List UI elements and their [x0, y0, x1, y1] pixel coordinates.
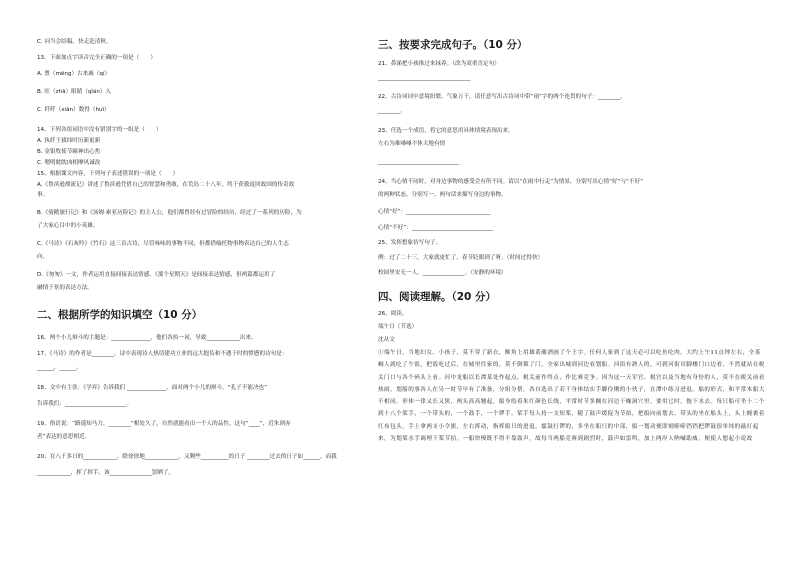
question-line: 告诉我们：______________________。: [37, 401, 133, 407]
question-line: 者”表达的意思相近。: [37, 434, 91, 440]
question-line: 19、俗语说：“路遥知马力，________”相处久了，自然就能看出一个人的品性。这句“____”，近朱则赤: [37, 421, 291, 427]
left-question-list: [37, 38, 367, 292]
question-line: 13、下面加点字读音完全正确的一项是（ ）: [37, 55, 156, 61]
question-line: _________________________________: [378, 75, 471, 81]
question-line: 事。: [37, 192, 49, 198]
left-column: [37, 38, 367, 477]
passage-author: 沈从文: [378, 337, 395, 343]
question-line: 17、《马诗》的作者是________，诗中表现诗人热切建功立业的远大抱负和不遇于时的愤懑的诗句是：: [37, 351, 288, 357]
question-line: 25、发挥想象仿写句子。: [378, 240, 442, 246]
question-line: D.《匆匆》一文，作者运用直接间接表达情感，《那个星期天》是间接表达情感，但两篇都运用了: [37, 272, 276, 278]
question-26: 26、阅读。: [378, 311, 408, 317]
question-line: 15、根据课文内容，下列句子表述错误的一项是（ ）: [37, 171, 179, 177]
question-line: _____________________________: [378, 159, 460, 165]
question-line: A. 票（mēng）古来戚（qí）: [37, 71, 111, 77]
question-line: 融情于景的表达方法。: [37, 285, 93, 291]
question-line: ____________，挥了挥手，该_______________罢晒了。: [37, 470, 175, 476]
question-line: C. 嗯明眈眈凶相摩风诚改: [37, 160, 101, 166]
question-line: B.《骑鹅旅行记》和《汤姆·索亚历险记》的主人公，他们都曾经有过冒险的经历，经过了一系列的历险，为: [37, 210, 302, 216]
section-3-question-list: [378, 60, 766, 277]
question-line: A. 执纤王拔纬时历新更新: [37, 138, 101, 144]
question-line: 20、在八千多日的____________，除徐徐地____________，又剩些__________的日子 ________过去的日子如______，而我: [37, 454, 337, 460]
question-line: 23、任选一个成语，将它的意思用具体情境表现出来。: [378, 128, 514, 134]
question-line: 左右为难嗓嗓不休天地有情: [378, 141, 446, 147]
question-line: B. 金银牧使节瞳神出心焦: [37, 149, 101, 155]
question-line: ________。: [378, 108, 406, 114]
question-line: 21、鼻涕把小孩推过来抹养。（改为双重否定句）: [378, 61, 500, 67]
question-line: 心情“不好”：_____________________________: [378, 225, 493, 231]
question-line: 了大家心目中的小英雄。: [37, 223, 99, 229]
question-line: 校园里安无一人，_______________。（安静的环境）: [378, 270, 507, 276]
question-line: 14、下列各组词语中没有错别字的一组是（ ）: [37, 127, 162, 133]
question-line: C.《马诗》《石灰吟》《竹石》这三首古诗，尽管咏咏的事物不同，但都借喻托物事物表达自己的人生志: [37, 241, 289, 247]
reading-passage: ①端午日，当地妇女、小孩子，莫不穿了新衣，额角上用雄黄蘸酒画了个王字。任何人家到了这天必可以吃鱼吃肉。大约上午11点钟左右，全茶峒人就吃了午饭，把饭吃过后，在城里住家的，莫不倒锁了门，全家出城到河边看划船。河街有熟人的，可到河街吊脚楼门口边看，不然就站在税关门口与各个码头上看。河中龙船以长潭某处作起点，税关前作终点，作比赛竞争。因为这一天军官、税官以及当地有身份的人，莫不在税关前看热闹。划船的事各人在另一时节早有了准备，分组分帮，各自选出了若干身体结实手脚伶俐的小伙子，在潭中练习进退。船的形式，和平常木船大不相同，形体一律又长又狭，两头高高翘起，船身绘着朱红颜色长线，平常时节多搁在河边干燥洞穴里，要用它时，拖下水去。每只船可坐十二个到十八个桨手，一个带头的，一个鼓手，一个锣手。桨手每人持一支短桨，随了鼓声缓促为节拍，把船向前划去。带头的坐在船头上，头上缠裹着红布包头，手上拿两支小令旗，左右挥动，指挥船只的进退。擂鼓打锣的，多坐在船只的中部，船一划动便即刻嘭嘭铛铛把锣鼓很单纯的敲打起来，为划桨水手调理下桨节拍。一船快慢既不得不靠鼓声，故每当两船竞赛到剧烈时，鼓声如雷鸣，加上两岸人呐喊助威，便使人想起小说故: [378, 350, 765, 443]
question-line: A.《鲁滨逊漂流记》讲述了鲁滨逊凭借自己的智慧和勇敢，在荒岛二十八年，终于获救返回故国的传奇故: [37, 182, 295, 188]
question-line: 例：过了二十三，大家就更忙了，春节眨眼到了呀。（时间过得快）: [378, 255, 544, 261]
question-line: B. 旺（zhā）眼睛（qǐán）入: [37, 89, 112, 95]
question-line: 24、当心情不同时，对身边事物的感受会有所不同。请以“在雨中行走”为情景，分别写出心情“好”与“不好”: [378, 179, 644, 185]
question-line: 18、文中有主张：《学弈》告诉我们 ______________，面对两个小儿的辩斗，“孔子不能决也”: [37, 385, 268, 391]
section-4-title: 四、阅读理解。（20 分）: [378, 291, 497, 303]
section-2-question-list: [37, 334, 367, 477]
question-line: ______，______。: [37, 365, 82, 371]
question-line: 向。: [37, 254, 49, 260]
question-line: 22、古诗词词中意境纷繁、气象万千。请任意写出古诗词中带“雨”字的两个连贯的句子：________，: [378, 94, 626, 100]
right-column: [378, 38, 766, 445]
passage-title: 端午日（节选）: [378, 324, 418, 330]
question-line: C. 问当会结稿，快走赴清秋。: [37, 39, 112, 45]
question-line: 心情“好”：______________________________: [378, 209, 491, 215]
question-line: 16、两个小儿辩斗的主题是：______________，他们各执一词，导致____________出来。: [37, 335, 257, 341]
question-line: 的两种状态，分别写一、两句话来描写身边的事物。: [378, 192, 507, 198]
question-line: C. 纤纤（xiān）数得（huī）: [37, 107, 110, 113]
section-2-title: 二、根据所学的知识填空（10 分）: [37, 309, 203, 321]
section-3-title: 三、按要求完成句子。（10 分）: [378, 39, 528, 51]
